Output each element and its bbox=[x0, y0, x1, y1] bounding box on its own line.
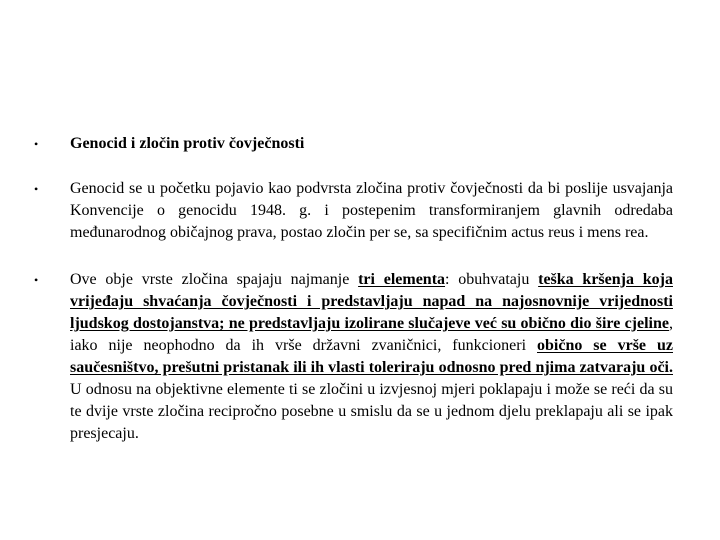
bullet-text-segment: : obuhvataju bbox=[445, 271, 539, 288]
bullet-item-title bbox=[34, 133, 673, 155]
bullet-marker: • bbox=[34, 137, 39, 151]
bullet-text-emphasis: tri elementa bbox=[358, 271, 446, 288]
bullet-list bbox=[34, 133, 673, 445]
bullet-text: Genocid se u početku pojavio kao podvrsta zločina protiv čovječnosti da bi poslije usvajanja Konvencije o genocidu 1948. g. i postepenim transformiranjem glavnih odredaba međunarodnog običajnog prava, postao zločin per se, sa specifičnim actus reus i mens rea. bbox=[70, 180, 673, 241]
bullet-text-segment: U odnosu na objektivne elemente ti se zločini u izvjesnoj mjeri poklapaju i može se reći da su te dvije vrste zločina recipročno posebne u smislu da se u jednom djelu preklapaju ali se ipak presjecaju. bbox=[70, 381, 673, 442]
bullet-marker: • bbox=[34, 182, 39, 196]
bullet-text: Genocid i zločin protiv čovječnosti bbox=[70, 135, 305, 152]
bullet-text-emphasis: teška kršenja koja vrijeđaju shvaćanja čovječnosti i predstavljaju napad na najosnovnije vrijednosti ljudskog dostojanstva; ne predstavljaju izolirane slučajeve već su obično dio šire cjeline bbox=[70, 271, 673, 332]
bullet-text-segment: Ove obje vrste zločina spajaju najmanje bbox=[70, 271, 359, 288]
bullet-text-segment: , iako nije neophodno da ih vrše državni zvaničnici, funkcioneri bbox=[70, 315, 673, 354]
bullet-marker: • bbox=[34, 273, 39, 287]
bullet-item-genocide-origin bbox=[34, 178, 673, 244]
bullet-text-emphasis: obično se vrše uz saučesništvo, prešutni pristanak ili ih vlasti toleriraju odnosno pred njima zatvaraju oči. bbox=[70, 337, 673, 376]
bullet-item-common-elements bbox=[34, 269, 673, 445]
